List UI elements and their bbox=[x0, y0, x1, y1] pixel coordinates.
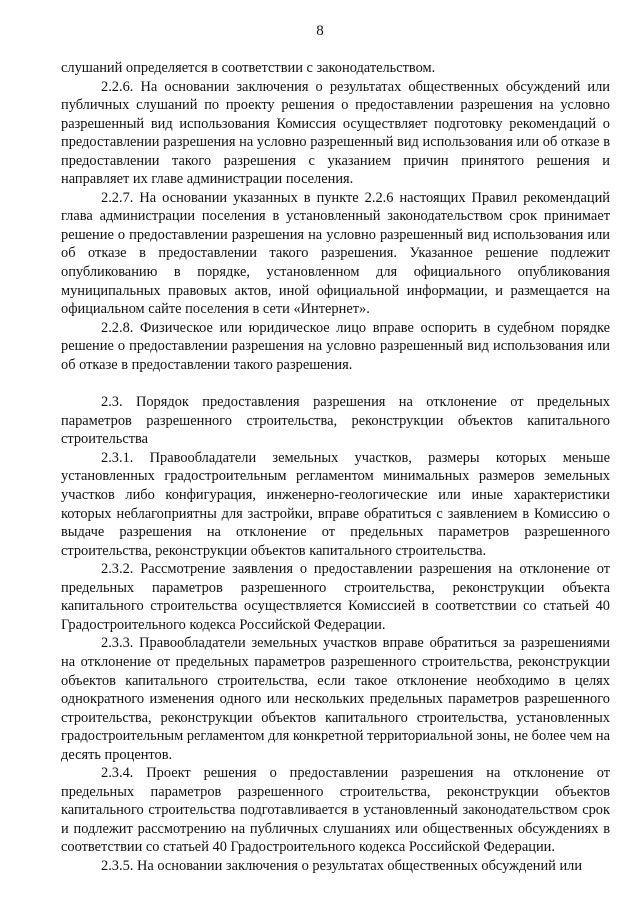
page-number: 8 bbox=[316, 23, 324, 39]
paragraph-p6: 2.3.2. Рассмотрение заявления о предоставлении разрешения на отклонение от предельных параметров разрешенного строительства, реконструкции объекта капитального строительства осуществляется Комиссией в соответствии со статьей 40 Градостроительного кодекса Российской Федерации. bbox=[61, 561, 610, 633]
paragraph-p0: слушаний определяется в соответствии с законодательством. bbox=[61, 60, 436, 76]
paragraph-p2: 2.2.7. На основании указанных в пункте 2.2.6 настоящих Правил рекомендаций глава администрации поселения в установленный законодательством срок принимает решение о предоставлении разрешения на условно разрешенный вид использования или об отказе в предоставлении такого разрешения. Указанное решение подлежит опубликованию в порядке, установленном для официального опубликования муниципальных правовых актов, иной официальной информации, и размещается на официальном сайте поселения в сети «Интернет». bbox=[61, 189, 610, 318]
paragraph-p8: 2.3.4. Проект решения о предоставлении разрешения на отклонение от предельных параметров разрешенного строительства, реконструкции объектов капитального строительства подготавливается в установленный законодательством срок и подлежит рассмотрению на публичных слушаниях или общественных обсуждениях в соответствии со статьей 40 Градостроительного кодекса Российской Федерации. bbox=[61, 765, 610, 856]
document-body bbox=[61, 59, 610, 876]
paragraph-p3: 2.2.8. Физическое или юридическое лицо вправе оспорить в судебном порядке решение о предоставлении разрешения на условно разрешенный вид использования или об отказе в предоставлении такого разрешения. bbox=[61, 319, 610, 373]
paragraph-p7: 2.3.3. Правообладатели земельных участков вправе обратиться за разрешениями на отклонение от предельных параметров разрешенного строительства, реконструкции объектов капитального строительства, если такое отклонение необходимо в целях однократного изменения одного или нескольких предельных параметров разрешенного строительства, реконструкции объектов капитального строительства, установленных градостроительным регламентом для конкретной территориальной зоны, не более чем на десять процентов. bbox=[61, 635, 610, 763]
paragraph-p9: 2.3.5. На основании заключения о результатах общественных обсуждений или bbox=[101, 857, 583, 874]
paragraph-p1: 2.2.6. На основании заключения о результатах общественных обсуждений или публичных слушаний по проекту решения о предоставлении разрешения на условно разрешенный вид использования Комиссия осуществляет подготовку рекомендаций о предоставлении разрешения на условно разрешенный вид использования или об отказе в предоставлении такого разрешения с указанием причин принятого решения и направляет их главе администрации поселения. bbox=[61, 78, 610, 188]
paragraph-p5: 2.3.1. Правообладатели земельных участков, размеры которых меньше установленных градостроительным регламентом минимальных размеров земельных участков либо конфигурация, инженерно-геологические или иные характеристики которых неблагоприятны для застройки, вправе обратиться с заявлением в Комиссию о выдаче разрешения на отклонение от предельных параметров разрешенного строительства, реконструкции объектов капитального строительства. bbox=[61, 449, 610, 559]
paragraph-p4: 2.3. Порядок предоставления разрешения на отклонение от предельных параметров разрешенного строительства, реконструкции объектов капитального строительства bbox=[61, 394, 610, 448]
